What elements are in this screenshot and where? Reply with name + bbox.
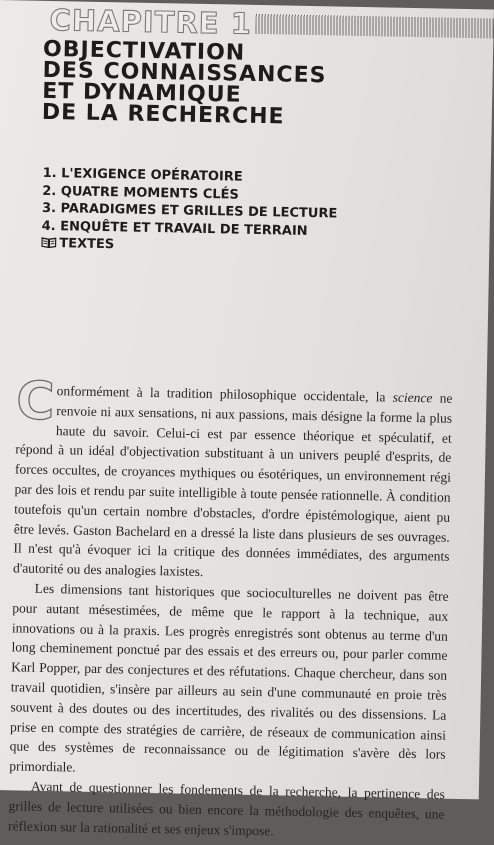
toc-item-label: 4. ENQUÊTE ET TRAVAIL DE TERRAIN [41,218,308,239]
toc-item-label: 3. PARADIGMES ET GRILLES DE LECTURE [41,200,338,222]
paragraph-2: Les dimensions tant historiques que socioculturelles ne doivent pas être pour autant mésestimées, de même que le rapport à la technique, aux innovations ou à la praxis. Les progrès enregistrés sont obtenus au terme d'un long cheminement ponctué par des essais et des erreurs ou, pour parler comme Karl Popper, par des conjectures et des réfutations. Chaque chercheur, dans son travail quotidien, s'insère par ailleurs au sein d'une communauté en proie très souvent à des doutes ou des incertitudes, des rivalités ou des dissensions. La prise en compte des stratégies de carrière, de réseaux de communication ainsi que des systèmes de reconnaissance ou de légitimation s'avère dès lors primordiale. [9,580,449,775]
paragraph-3: Avant de questionner les fondements de la recherche, la pertinence des grilles de lecture utilisées ou bien encore la méthodologie des enquêtes, une réflexion sur la rationalité et ses enjeux s'impose. [8,778,445,838]
toc-item-label: TEXTES [59,236,115,253]
table-of-contents [41,165,373,259]
drop-cap: C [15,371,56,433]
chapter-hatch-bar [256,14,494,39]
paragraph-1-rest: ne renvoie ni aux sensations, ni aux passions, mais désigne la forme la plus haute du savoir. Celui-ci est par essence théorique et spéculatif, et répond à un idéal d'objectivation substituant à un univers peuplé d'esprits, de forces occultes, de croyances mythiques ou ésotériques, un environnement régi par des lois et rendu par suite intelligible à toute pensée rationnelle. À condition toutefois qu'un certain nombre d'obstacles, d'ordre épistémologique, aient pu être levés. Gaston Bachelard en a dressé la liste dans plusieurs de ses ouvrages. Il n'est qu'à évoquer ici la critique des données immédiates, des arguments d'autorité ou des analogies laxistes. [12,390,453,580]
emphasis-science: science [392,389,433,406]
book-icon [41,237,56,248]
paragraph-1 [12,371,453,586]
chapter-label: CHAPITRE 1 [49,2,253,41]
chapter-title: OBJECTIVATION DES CONNAISSANCES ET DYNAMIQUE DE LA RECHERCHE [41,36,327,130]
toc-item-label: 2. QUATRE MOMENTS CLÉS [42,183,240,203]
chapter-intro-text [8,371,453,844]
toc-item-label: 1. L'EXIGENCE OPÉRATOIRE [42,165,243,185]
paragraph-1-start: onformément à la tradition philosophique occidentale, la [56,383,393,405]
